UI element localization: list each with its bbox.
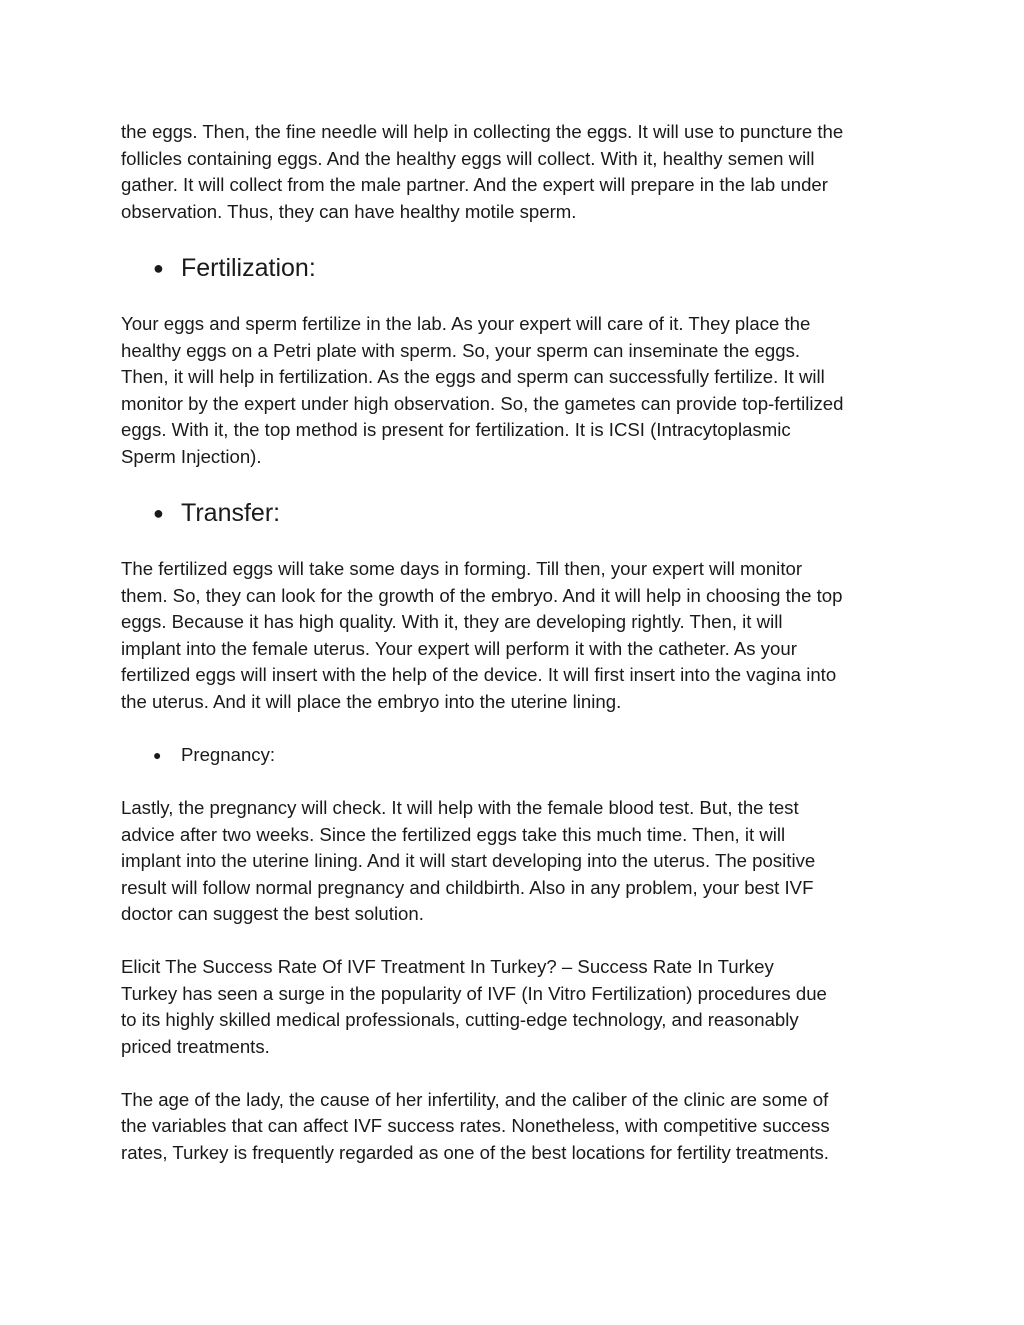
factors-paragraph — [121, 1087, 911, 1167]
document-page — [121, 119, 911, 1166]
bullet-icon: ● — [153, 747, 162, 763]
paragraph-line: eggs. With it, the top method is present for fertilization. It is ICSI (Intracytoplasmic — [121, 419, 791, 440]
paragraph-line: Sperm Injection). — [121, 445, 262, 467]
paragraph-line: Then, it will help in fertilization. As the eggs and sperm can successfully fertilize. It will — [121, 366, 825, 387]
paragraph-line: fertilized eggs will insert with the help of the device. It will first insert into the vagina into — [121, 664, 837, 685]
heading-text: Fertilization: — [181, 254, 316, 282]
success-rate-paragraph — [121, 954, 911, 1060]
paragraph-line: observation. Thus, they can have healthy motile sperm. — [121, 200, 577, 222]
paragraph-line: advice after two weeks. Since the fertilized eggs take this much time. Then, it will — [121, 823, 786, 845]
bullet-icon: ● — [153, 503, 164, 523]
paragraph-line: monitor by the expert under high observation. So, the gametes can provide top-fertilized — [121, 392, 844, 414]
paragraph-line: Your eggs and sperm fertilize in the lab. As your expert will care of it. They place the — [121, 313, 811, 334]
paragraph-line: Turkey has seen a surge in the popularity of IVF (In Vitro Fertilization) procedures due — [121, 982, 827, 1004]
paragraph-line: eggs. Because it has high quality. With it, they are developing rightly. Then, it will — [121, 611, 783, 632]
paragraph-line: The fertilized eggs will take some days in forming. Till then, your expert will monitor — [121, 558, 803, 579]
transfer-heading — [121, 494, 911, 532]
heading-text: Pregnancy: — [181, 744, 276, 765]
fertilization-heading — [121, 249, 911, 287]
paragraph-line: follicles containing eggs. And the healthy eggs will collect. With it, healthy semen will — [121, 147, 815, 169]
fertilization-paragraph — [121, 311, 911, 470]
heading-text: Transfer: — [181, 499, 281, 527]
transfer-paragraph — [121, 556, 911, 715]
paragraph-line: Lastly, the pregnancy will check. It will help with the female blood test. But, the test — [121, 797, 799, 818]
paragraph-line: the eggs. Then, the fine needle will help in collecting the eggs. It will use to puncture the — [121, 121, 844, 142]
intro-paragraph — [121, 119, 911, 225]
paragraph-line: Elicit The Success Rate Of IVF Treatment In Turkey? – Success Rate In Turkey — [121, 956, 774, 977]
paragraph-line: result will follow normal pregnancy and childbirth. Also in any problem, your best IVF — [121, 876, 814, 898]
pregnancy-paragraph — [121, 795, 911, 928]
paragraph-line: gather. It will collect from the male partner. And the expert will prepare in the lab under — [121, 174, 828, 195]
paragraph-line: priced treatments. — [121, 1035, 270, 1057]
paragraph-line: the uterus. And it will place the embryo into the uterine lining. — [121, 690, 622, 712]
paragraph-line: rates, Turkey is frequently regarded as one of the best locations for fertility treatments. — [121, 1141, 829, 1163]
paragraph-line: implant into the female uterus. Your expert will perform it with the catheter. As your — [121, 637, 797, 659]
paragraph-line: The age of the lady, the cause of her infertility, and the caliber of the clinic are some of — [121, 1088, 829, 1110]
paragraph-line: implant into the uterine lining. And it will start developing into the uterus. The positive — [121, 850, 816, 871]
paragraph-line: to its highly skilled medical professionals, cutting-edge technology, and reasonably — [121, 1009, 799, 1030]
paragraph-line: the variables that can affect IVF success rates. Nonetheless, with competitive success — [121, 1115, 830, 1136]
bullet-icon: ● — [153, 258, 164, 278]
paragraph-line: healthy eggs on a Petri plate with sperm. So, your sperm can inseminate the eggs. — [121, 339, 801, 361]
paragraph-line: them. So, they can look for the growth of the embryo. And it will help in choosing the top — [121, 584, 843, 606]
paragraph-line: doctor can suggest the best solution. — [121, 903, 424, 924]
pregnancy-heading — [121, 742, 911, 768]
